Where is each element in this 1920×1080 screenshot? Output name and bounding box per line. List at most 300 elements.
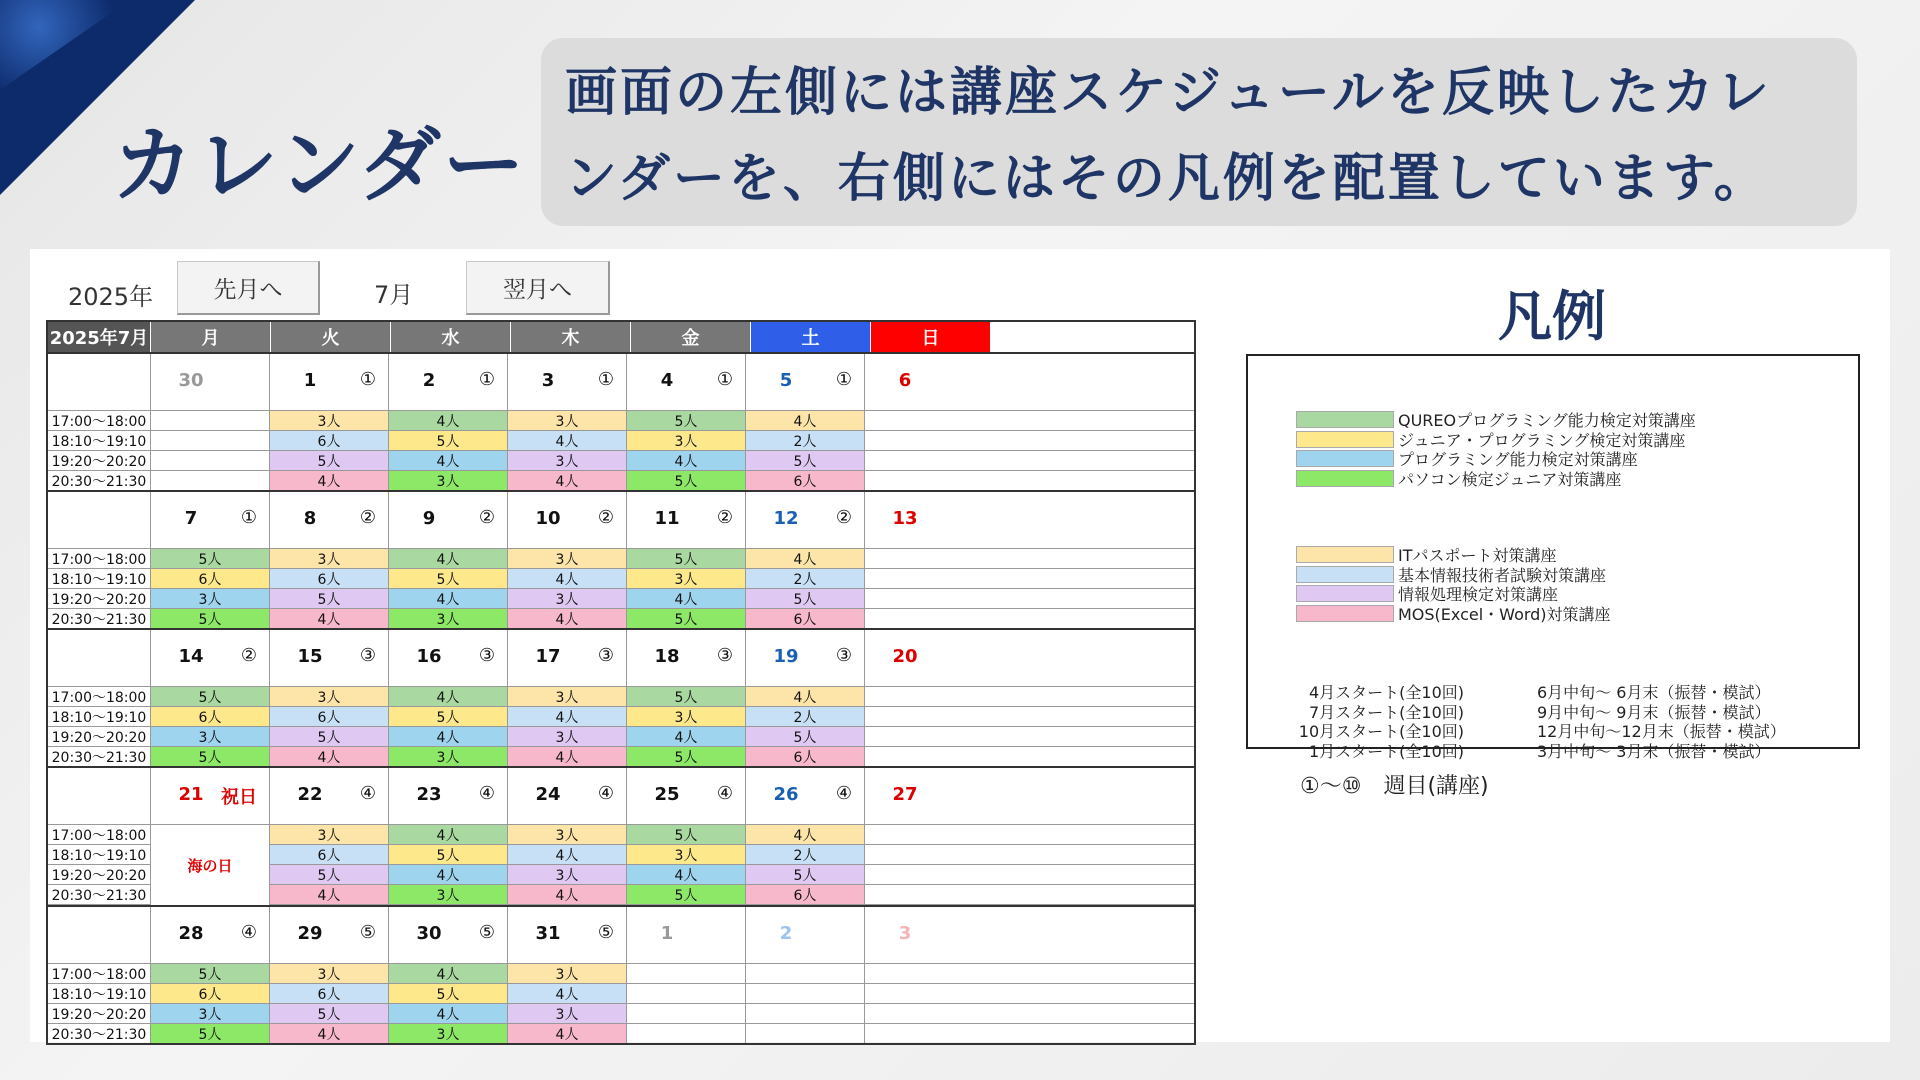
day-cell[interactable]	[388, 768, 507, 824]
day-number: 2	[779, 923, 793, 944]
week-marker: ②	[835, 507, 852, 528]
day-cell[interactable]	[626, 768, 745, 824]
slot-cell[interactable]: 2人	[745, 431, 864, 450]
week-marker: ⑤	[359, 922, 376, 943]
holiday-label: 祝日	[221, 787, 257, 808]
day-cell[interactable]	[388, 354, 507, 410]
day-cell[interactable]	[269, 492, 388, 548]
slot-row	[48, 609, 1194, 628]
day-number: 11	[654, 508, 680, 529]
slot-cell[interactable]	[626, 1004, 745, 1023]
day-number: 30	[416, 923, 442, 944]
day-cell[interactable]	[864, 354, 983, 410]
day-number: 7	[184, 508, 198, 529]
slot-cell[interactable]: 5人	[388, 707, 507, 726]
slot-cell[interactable]: 6人	[745, 609, 864, 628]
slot-cell[interactable]: 6人	[150, 707, 269, 726]
slot-cell[interactable]: 3人	[507, 865, 626, 884]
slot-cell[interactable]: 3人	[507, 1004, 626, 1023]
slot-cell[interactable]	[745, 1024, 864, 1043]
slot-cell[interactable]: 3人	[626, 707, 745, 726]
slot-cell[interactable]: 5人	[150, 964, 269, 983]
description-line-1: 画面の左側には講座スケジュールを反映したカレ	[565, 63, 1772, 123]
week-marker: ①	[597, 369, 614, 390]
slot-cell[interactable]: 5人	[269, 727, 388, 746]
week-marker: ③	[359, 645, 376, 666]
day-cell[interactable]	[864, 492, 983, 548]
slot-cell[interactable]: 3人	[269, 687, 388, 706]
slot-cell[interactable]: 3人	[626, 845, 745, 864]
day-number: 31	[535, 923, 561, 944]
day-number: 8	[303, 508, 317, 529]
slot-cell[interactable]: 5人	[626, 411, 745, 430]
time-label: 18:10～19:10	[51, 709, 147, 726]
day-number: 29	[297, 923, 323, 944]
slot-cell[interactable]: 4人	[388, 549, 507, 568]
slot-cell[interactable]: 4人	[626, 865, 745, 884]
legend-swatch	[1296, 605, 1394, 622]
slot-cell[interactable]: 4人	[626, 589, 745, 608]
slot-cell[interactable]: 3人	[507, 825, 626, 844]
day-cell[interactable]	[626, 354, 745, 410]
schedule-start: 10月スタート(全10回)	[1298, 722, 1464, 741]
slot-cell[interactable]: 6人	[150, 569, 269, 588]
slot-cell[interactable]: 5人	[626, 687, 745, 706]
slot-cell[interactable]: 4人	[507, 431, 626, 450]
calendar-body	[46, 354, 1196, 1045]
slot-cell[interactable]: 4人	[745, 825, 864, 844]
slot-cell[interactable]: 5人	[150, 1024, 269, 1043]
week-marker: ④	[597, 783, 614, 804]
legend-label: パソコン検定ジュニア対策講座	[1398, 469, 1622, 489]
day-cell[interactable]	[150, 354, 269, 410]
slot-cell[interactable]: 5人	[388, 984, 507, 1003]
slot-cell[interactable]: 4人	[388, 727, 507, 746]
slot-cell[interactable]: 3人	[269, 549, 388, 568]
slot-cell[interactable]: 4人	[507, 471, 626, 490]
weekday-header: 月	[150, 322, 270, 352]
slot-cell[interactable]	[864, 609, 983, 628]
slot-cell[interactable]: 6人	[269, 431, 388, 450]
slot-cell[interactable]: 5人	[626, 609, 745, 628]
day-cell[interactable]	[269, 630, 388, 686]
slot-cell[interactable]	[150, 411, 269, 430]
slot-cell[interactable]: 3人	[388, 471, 507, 490]
slot-cell[interactable]	[864, 727, 983, 746]
day-cell[interactable]	[507, 354, 626, 410]
slot-cell[interactable]: 3人	[626, 431, 745, 450]
slot-cell[interactable]	[150, 431, 269, 450]
day-number: 3	[541, 370, 555, 391]
slot-cell[interactable]: 6人	[745, 747, 864, 766]
day-number: 2	[422, 370, 436, 391]
slot-cell[interactable]: 6人	[269, 984, 388, 1003]
slot-cell[interactable]: 3人	[507, 451, 626, 470]
slot-cell[interactable]: 4人	[269, 885, 388, 904]
week-marker: ④	[835, 783, 852, 804]
slot-cell[interactable]: 5人	[150, 687, 269, 706]
day-number: 28	[178, 923, 204, 944]
slot-cell[interactable]: 4人	[507, 707, 626, 726]
slot-row	[48, 964, 1194, 984]
slot-cell[interactable]: 3人	[150, 1004, 269, 1023]
slot-cell[interactable]	[745, 1004, 864, 1023]
slot-cell[interactable]	[864, 569, 983, 588]
weekday-header: 土	[750, 322, 870, 352]
slot-cell[interactable]	[745, 984, 864, 1003]
slot-cell[interactable]: 4人	[269, 471, 388, 490]
legend-swatch	[1296, 431, 1394, 448]
slot-cell[interactable]: 6人	[269, 569, 388, 588]
slot-cell[interactable]: 3人	[507, 549, 626, 568]
time-label: 17:00～18:00	[51, 966, 147, 983]
week-marker: ①	[359, 369, 376, 390]
slot-cell[interactable]: 5人	[745, 589, 864, 608]
day-number: 25	[654, 784, 680, 805]
week-marker: ②	[597, 507, 614, 528]
day-cell[interactable]	[864, 907, 983, 963]
time-slots	[48, 549, 1194, 628]
day-number: 26	[773, 784, 799, 805]
schedule-end: 6月中旬～ 6月末（振替・模試）	[1537, 683, 1771, 702]
day-cell[interactable]	[626, 492, 745, 548]
day-number: 14	[178, 646, 204, 667]
month-label: 7月	[374, 281, 414, 309]
slot-cell[interactable]: 5人	[388, 569, 507, 588]
day-cell[interactable]	[150, 492, 269, 548]
day-row-spacer	[48, 354, 150, 410]
calendar-screen	[30, 249, 1890, 1042]
legend-item	[1296, 410, 1696, 429]
slot-cell[interactable]: 2人	[745, 707, 864, 726]
slot-cell[interactable]: 3人	[507, 964, 626, 983]
time-slots	[48, 411, 1194, 490]
day-cell[interactable]	[745, 354, 864, 410]
slot-cell[interactable]	[626, 964, 745, 983]
day-cell[interactable]	[507, 630, 626, 686]
slot-cell[interactable]: 4人	[507, 609, 626, 628]
day-cell[interactable]	[269, 354, 388, 410]
slot-cell[interactable]: 6人	[745, 885, 864, 904]
legend-swatch	[1296, 411, 1394, 428]
week-marker: ③	[478, 645, 495, 666]
slot-cell[interactable]: 4人	[388, 589, 507, 608]
day-number: 30	[178, 370, 204, 391]
slot-cell[interactable]	[626, 1024, 745, 1043]
slot-cell[interactable]: 5人	[269, 1004, 388, 1023]
time-label: 19:20～20:20	[51, 867, 147, 884]
day-cell[interactable]	[626, 907, 745, 963]
day-number: 27	[892, 784, 918, 805]
legend-item	[1296, 545, 1557, 564]
legend-swatch	[1296, 566, 1394, 583]
slot-cell[interactable]: 5人	[626, 825, 745, 844]
calendar-week	[46, 630, 1196, 768]
day-number: 22	[297, 784, 323, 805]
schedule-start: 4月スタート(全10回)	[1308, 683, 1464, 702]
slot-cell[interactable]	[150, 451, 269, 470]
day-number: 20	[892, 646, 918, 667]
slot-cell[interactable]	[864, 471, 983, 490]
slot-cell[interactable]: 3人	[269, 411, 388, 430]
slot-row	[48, 549, 1194, 569]
slot-cell[interactable]: 4人	[745, 549, 864, 568]
legend-item	[1296, 449, 1638, 468]
slot-row	[48, 984, 1194, 1004]
slot-row	[48, 451, 1194, 471]
next-month-button[interactable]: 翌月へ	[466, 261, 610, 315]
week-marker: ①	[240, 507, 257, 528]
day-cell[interactable]	[626, 630, 745, 686]
slot-cell[interactable]: 4人	[388, 964, 507, 983]
slot-row	[48, 747, 1194, 766]
day-number: 5	[779, 370, 793, 391]
slot-cell[interactable]: 5人	[745, 451, 864, 470]
legend-item	[1296, 469, 1621, 488]
calendar-grid	[46, 320, 1196, 1045]
slot-cell[interactable]	[864, 825, 983, 844]
slot-cell[interactable]	[864, 1024, 983, 1043]
slot-cell[interactable]: 5人	[388, 845, 507, 864]
day-cell[interactable]	[745, 630, 864, 686]
week-marker: ①	[716, 369, 733, 390]
slot-cell[interactable]: 5人	[745, 727, 864, 746]
slot-cell[interactable]: 4人	[388, 1004, 507, 1023]
schedule-end: 3月中旬～ 3月末（振替・模試）	[1537, 741, 1771, 761]
weekday-header: 火	[270, 322, 390, 352]
slot-row	[48, 569, 1194, 589]
slot-cell[interactable]	[864, 747, 983, 766]
slot-cell[interactable]: 5人	[269, 451, 388, 470]
slot-cell[interactable]: 5人	[150, 747, 269, 766]
slot-cell[interactable]: 4人	[507, 885, 626, 904]
time-label: 17:00～18:00	[51, 413, 147, 430]
calendar-week	[46, 768, 1196, 907]
week-marker: ③	[835, 645, 852, 666]
legend-item	[1296, 604, 1611, 623]
slot-cell[interactable]: 4人	[388, 865, 507, 884]
slot-row	[48, 727, 1194, 747]
slot-row	[48, 687, 1194, 707]
slot-cell[interactable]	[864, 451, 983, 470]
legend-box	[1246, 354, 1860, 799]
day-row	[48, 492, 1194, 549]
holiday-name: 海の日	[151, 825, 269, 905]
slot-cell[interactable]	[864, 1004, 983, 1023]
slot-cell[interactable]: 3人	[388, 747, 507, 766]
slot-cell[interactable]	[864, 984, 983, 1003]
day-number: 24	[535, 784, 561, 805]
day-cell[interactable]	[150, 630, 269, 686]
slot-cell[interactable]: 5人	[626, 549, 745, 568]
day-cell[interactable]	[507, 768, 626, 824]
slot-cell[interactable]	[745, 964, 864, 983]
day-number: 12	[773, 508, 799, 529]
time-label: 19:20～20:20	[51, 729, 147, 746]
slot-cell[interactable]: 5人	[626, 747, 745, 766]
slot-cell[interactable]: 4人	[507, 845, 626, 864]
week-marker: ④	[716, 783, 733, 804]
slot-cell[interactable]: 4人	[269, 1024, 388, 1043]
day-cell[interactable]	[745, 768, 864, 824]
slot-cell[interactable]: 4人	[626, 451, 745, 470]
slot-cell[interactable]: 3人	[269, 825, 388, 844]
slot-cell[interactable]: 4人	[269, 747, 388, 766]
legend-swatch	[1296, 470, 1394, 487]
day-row-spacer	[48, 768, 150, 824]
week-marker: ④	[359, 783, 376, 804]
slot-cell[interactable]: 4人	[745, 411, 864, 430]
legend-item	[1296, 430, 1685, 449]
day-cell[interactable]	[745, 492, 864, 548]
slot-cell[interactable]	[626, 984, 745, 1003]
legend-item	[1296, 584, 1558, 603]
day-cell[interactable]	[745, 907, 864, 963]
slot-cell[interactable]	[864, 845, 983, 864]
slot-cell[interactable]: 5人	[626, 471, 745, 490]
slot-cell[interactable]: 5人	[269, 865, 388, 884]
day-number: 19	[773, 646, 799, 667]
time-slots	[48, 964, 1194, 1043]
time-label: 18:10～19:10	[51, 571, 147, 588]
slot-row	[48, 707, 1194, 727]
slot-cell[interactable]: 5人	[626, 885, 745, 904]
day-cell[interactable]	[388, 492, 507, 548]
slot-cell[interactable]: 3人	[388, 609, 507, 628]
slot-cell[interactable]	[864, 549, 983, 568]
slot-cell[interactable]: 6人	[745, 471, 864, 490]
slot-cell[interactable]: 3人	[507, 411, 626, 430]
slot-cell[interactable]: 4人	[626, 727, 745, 746]
schedule-start: 1月スタート(全10回)	[1308, 741, 1464, 761]
day-cell[interactable]	[269, 907, 388, 963]
slot-cell[interactable]	[864, 707, 983, 726]
year-label: 2025年	[68, 283, 154, 311]
legend-swatch	[1296, 585, 1394, 602]
schedule-end: 9月中旬～ 9月末（振替・模試）	[1537, 702, 1771, 722]
time-label: 17:00～18:00	[51, 827, 147, 844]
legend-label: MOS(Excel・Word)対策講座	[1398, 604, 1611, 624]
day-cell[interactable]	[388, 630, 507, 686]
time-slots	[48, 687, 1194, 766]
slot-row	[48, 1024, 1194, 1043]
day-row-spacer	[48, 907, 150, 963]
week-marker: ④	[240, 922, 257, 943]
legend-label: 情報処理検定対策講座	[1398, 585, 1559, 604]
week-marker: ②	[478, 507, 495, 528]
day-cell[interactable]	[150, 768, 269, 824]
slot-cell[interactable]	[864, 885, 983, 904]
schedule-start: 7月スタート(全10回)	[1308, 702, 1464, 722]
week-marker: ②	[716, 507, 733, 528]
slot-cell[interactable]: 3人	[507, 589, 626, 608]
day-cell[interactable]	[507, 907, 626, 963]
slot-cell[interactable]: 3人	[626, 569, 745, 588]
day-number: 4	[660, 370, 674, 391]
slot-cell[interactable]: 3人	[507, 727, 626, 746]
slot-cell[interactable]: 4人	[745, 687, 864, 706]
slot-cell[interactable]	[864, 687, 983, 706]
slot-cell[interactable]: 3人	[388, 1024, 507, 1043]
slot-cell[interactable]: 3人	[150, 727, 269, 746]
slot-cell[interactable]: 4人	[269, 609, 388, 628]
slot-cell[interactable]	[864, 589, 983, 608]
slot-cell[interactable]: 4人	[507, 984, 626, 1003]
time-label: 20:30～21:30	[51, 1026, 147, 1043]
slot-cell[interactable]: 6人	[269, 845, 388, 864]
slot-cell[interactable]	[864, 964, 983, 983]
day-cell[interactable]	[864, 768, 983, 824]
legend-title: 凡例	[1498, 285, 1606, 348]
calendar-header	[46, 320, 1196, 354]
day-cell[interactable]	[388, 907, 507, 963]
time-label: 20:30～21:30	[51, 611, 147, 628]
slot-cell[interactable]: 4人	[388, 687, 507, 706]
time-label: 19:20～20:20	[51, 453, 147, 470]
slot-cell[interactable]	[864, 865, 983, 884]
slot-cell[interactable]: 6人	[269, 707, 388, 726]
corner-label: 2025年7月	[48, 322, 150, 352]
slot-cell[interactable]: 5人	[745, 865, 864, 884]
legend-label: 基本情報技術者試験対策講座	[1398, 565, 1607, 585]
week-marker: ②	[240, 645, 257, 666]
day-number: 23	[416, 784, 442, 805]
slot-cell[interactable]: 4人	[507, 1024, 626, 1043]
slot-cell[interactable]: 4人	[388, 451, 507, 470]
slot-cell[interactable]	[150, 471, 269, 490]
slot-cell[interactable]: 4人	[388, 411, 507, 430]
day-cell[interactable]	[864, 630, 983, 686]
day-number: 18	[654, 646, 680, 667]
legend-label: QUREOプログラミング能力検定対策講座	[1398, 411, 1696, 430]
day-row	[48, 354, 1194, 411]
day-cell[interactable]	[269, 768, 388, 824]
week-marker: ⑤	[478, 922, 495, 943]
day-row-spacer	[48, 630, 150, 686]
slot-cell[interactable]: 3人	[507, 687, 626, 706]
slot-cell[interactable]: 3人	[150, 589, 269, 608]
slot-cell[interactable]: 5人	[388, 431, 507, 450]
slot-cell[interactable]: 2人	[745, 845, 864, 864]
legend-swatch	[1296, 546, 1394, 563]
day-cell[interactable]	[507, 492, 626, 548]
weekday-header: 日	[870, 322, 990, 352]
calendar-week	[46, 492, 1196, 630]
slot-cell[interactable]: 2人	[745, 569, 864, 588]
legend-label: プログラミング能力検定対策講座	[1398, 450, 1638, 469]
prev-month-button[interactable]: 先月へ	[177, 261, 320, 315]
slot-cell[interactable]: 4人	[507, 569, 626, 588]
slot-cell[interactable]: 5人	[150, 549, 269, 568]
slot-row	[48, 411, 1194, 431]
slot-row	[48, 471, 1194, 490]
slot-cell[interactable]: 3人	[388, 885, 507, 904]
slot-cell[interactable]: 6人	[150, 984, 269, 1003]
slot-cell[interactable]: 5人	[269, 589, 388, 608]
slot-cell[interactable]: 4人	[388, 825, 507, 844]
slot-cell[interactable]: 3人	[269, 964, 388, 983]
week-marker: ①	[478, 369, 495, 390]
schedule-end: 12月中旬～12月末（振替・模試）	[1537, 722, 1786, 741]
time-label: 17:00～18:00	[51, 689, 147, 706]
slot-cell[interactable]: 5人	[150, 609, 269, 628]
time-label: 20:30～21:30	[51, 749, 147, 766]
slot-cell[interactable]	[864, 431, 983, 450]
legend-label: ジュニア・プログラミング検定対策講座	[1398, 430, 1686, 450]
slot-cell[interactable]: 4人	[507, 747, 626, 766]
day-cell[interactable]	[150, 907, 269, 963]
slot-cell[interactable]	[864, 411, 983, 430]
